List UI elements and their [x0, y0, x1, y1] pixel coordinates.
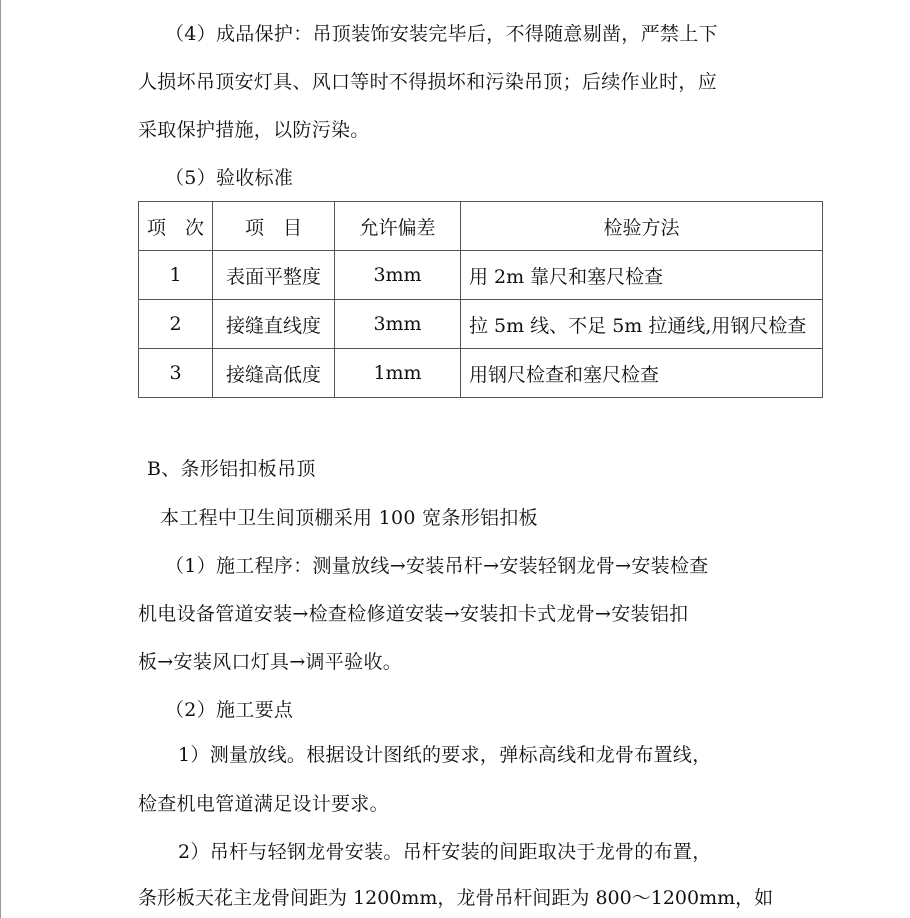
intro-text: 本工程中卫生间顶棚采用 100 宽条形铝扣板 — [160, 507, 538, 529]
procedure-line1: （1）施工程序：测量放线→安装吊杆→安装轻钢龙骨→安装检查 — [165, 555, 709, 577]
para1-line1: （4）成品保护：吊顶装饰安装完毕后，不得随意剔凿，严禁上下 — [165, 23, 718, 45]
cell-item: 表面平整度 — [213, 251, 335, 300]
cell-tolerance: 3mm — [335, 251, 461, 300]
table-header-row — [139, 202, 823, 251]
cell-tolerance: 3mm — [335, 300, 461, 349]
cell-item: 接缝高低度 — [213, 349, 335, 398]
procedure-line3: 板→安装风口灯具→调平验收。 — [138, 651, 403, 673]
section-b-heading: B、条形铝扣板吊顶 — [147, 458, 316, 480]
heading-acceptance-standard: （5）验收标准 — [165, 167, 294, 189]
point2-line2: 条形板天花主龙骨间距为 1200mm，龙骨吊杆间距为 800～1200mm，如 — [138, 887, 774, 909]
cell-no: 3 — [139, 349, 213, 398]
procedure-line2: 机电设备管道安装→检查检修道安装→安装扣卡式龙骨→安装铝扣 — [138, 603, 689, 625]
table-row — [139, 349, 823, 398]
point2-line1: 2）吊杆与轻钢龙骨安装。吊杆安装的间距取决于龙骨的布置， — [178, 841, 712, 863]
cell-tolerance: 1mm — [335, 349, 461, 398]
header-tolerance: 允许偏差 — [335, 202, 461, 251]
cell-method: 用 2m 靠尺和塞尺检查 — [461, 251, 823, 300]
para1-line3: 采取保护措施，以防污染。 — [138, 119, 370, 141]
page-left-border — [0, 0, 1, 918]
cell-item: 接缝直线度 — [213, 300, 335, 349]
para1-line2: 人损坏吊顶安灯具、风口等时不得损坏和污染吊顶；后续作业时，应 — [138, 71, 718, 93]
table-row — [139, 251, 823, 300]
cell-no: 2 — [139, 300, 213, 349]
cell-method: 用钢尺检查和塞尺检查 — [461, 349, 823, 398]
header-item: 项 目 — [213, 202, 335, 251]
point1-line2: 检查机电管道满足设计要求。 — [138, 793, 389, 815]
point1-line1: 1）测量放线。根据设计图纸的要求，弹标高线和龙骨布置线， — [178, 744, 712, 766]
cell-no: 1 — [139, 251, 213, 300]
cell-method: 拉 5m 线、不足 5m 拉通线,用钢尺检查 — [461, 300, 823, 349]
header-method: 检验方法 — [461, 202, 823, 251]
table-row — [139, 300, 823, 349]
heading-key-points: （2）施工要点 — [165, 699, 294, 721]
header-item-no: 项 次 — [139, 202, 213, 251]
acceptance-table — [138, 201, 823, 398]
